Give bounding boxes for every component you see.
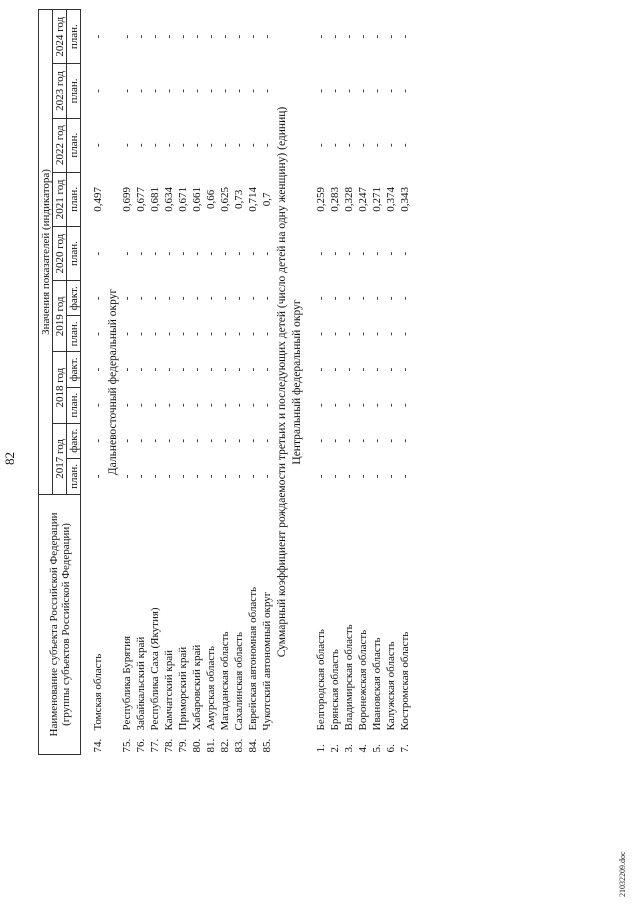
cell-dash: - (315, 438, 327, 443)
cell-dash: - (177, 143, 189, 147)
table-row (232, 10, 246, 755)
cell-dash: - (219, 143, 231, 147)
sub-header: план. (67, 172, 81, 226)
region-name: Ивановская область (371, 637, 383, 731)
row-number: 82. (219, 738, 231, 753)
region-name: Томская область (92, 653, 104, 731)
cell-dash: - (261, 296, 273, 301)
cell-dash: - (135, 89, 147, 93)
row-number: 4. (357, 744, 369, 753)
value-2020: 0,714 (247, 187, 259, 212)
row-number: 84. (247, 738, 259, 753)
cell-dash: - (261, 367, 273, 372)
cell-dash: - (343, 403, 355, 407)
row-number: 1. (315, 744, 327, 753)
cell-dash: - (163, 251, 175, 256)
table-row (162, 10, 176, 755)
cell-dash: - (261, 251, 273, 256)
table-row (218, 10, 232, 755)
page-number: 82 (2, 452, 17, 465)
cell-dash: - (399, 474, 411, 479)
cell-dash: - (343, 438, 355, 443)
cell-dash: - (149, 143, 161, 147)
row-number: 5. (371, 744, 383, 753)
cell-dash: - (247, 367, 259, 372)
cell-dash: - (135, 332, 147, 336)
cell-dash: - (247, 332, 259, 336)
cell-dash: - (233, 438, 245, 443)
cell-dash: - (247, 143, 259, 147)
cell-dash: - (357, 296, 369, 301)
sub-header: план. (67, 316, 81, 352)
cell-dash: - (371, 251, 383, 256)
region-name: Забайкальский край (135, 636, 147, 731)
cell-dash: - (149, 438, 161, 443)
cell-dash: - (357, 403, 369, 407)
cell-dash: - (385, 474, 397, 479)
cell-dash: - (191, 143, 203, 147)
region-name: Еврейская автономная область (247, 586, 259, 731)
cell-dash: - (205, 143, 217, 147)
cell-dash: - (261, 438, 273, 443)
cell-dash: - (92, 34, 104, 39)
cell-dash: - (92, 143, 104, 147)
cell-dash: - (371, 367, 383, 372)
cell-dash: - (163, 474, 175, 479)
cell-dash: - (233, 403, 245, 407)
year-header: 2017 год (53, 423, 67, 494)
region-name: Белгородская область (315, 629, 327, 731)
row-number: 76. (135, 738, 147, 753)
cell-dash: - (219, 403, 231, 407)
cell-dash: - (219, 367, 231, 372)
cell-dash: - (233, 332, 245, 336)
value-2020: 0,259 (315, 187, 327, 212)
cell-dash: - (399, 89, 411, 93)
cell-dash: - (247, 89, 259, 93)
cell-dash: - (261, 89, 273, 93)
table-row (314, 10, 328, 755)
cell-dash: - (399, 296, 411, 301)
indicator-table (38, 9, 412, 755)
value-2020: 0,671 (177, 187, 189, 212)
cell-dash: - (177, 367, 189, 372)
cell-dash: - (177, 438, 189, 443)
cell-dash: - (261, 332, 273, 336)
cell-dash: - (149, 332, 161, 336)
sub-header: план. (67, 387, 81, 423)
cell-dash: - (135, 438, 147, 443)
cell-dash: - (135, 143, 147, 147)
cell-dash: - (205, 332, 217, 336)
indicator-title: Суммарный коэффициент рождаемости третьих и последующих детей (число детей на одну женщину) (единиц) (275, 106, 288, 658)
cell-dash: - (219, 251, 231, 256)
cell-dash: - (357, 251, 369, 256)
value-2020: 0,66 (205, 189, 217, 209)
cell-dash: - (357, 332, 369, 336)
cell-dash: - (399, 143, 411, 147)
cell-dash: - (385, 296, 397, 301)
cell-dash: - (315, 332, 327, 336)
cell-dash: - (315, 367, 327, 372)
region-name: Приморский край (177, 646, 189, 731)
cell-dash: - (247, 438, 259, 443)
cell-dash: - (177, 251, 189, 256)
cell-dash: - (385, 367, 397, 372)
row-number: 79. (177, 738, 189, 753)
cell-dash: - (343, 89, 355, 93)
cell-dash: - (121, 367, 133, 372)
table-row (246, 10, 260, 755)
cell-dash: - (329, 296, 341, 301)
cell-dash: - (92, 403, 104, 407)
cell-dash: - (357, 367, 369, 372)
cell-dash: - (92, 296, 104, 301)
cell-dash: - (163, 438, 175, 443)
cell-dash: - (149, 296, 161, 301)
cell-dash: - (247, 251, 259, 256)
cell-dash: - (399, 34, 411, 39)
year-header: 2023 год (53, 64, 67, 118)
cell-dash: - (329, 438, 341, 443)
cell-dash: - (149, 34, 161, 39)
cell-dash: - (399, 332, 411, 336)
cell-dash: - (343, 34, 355, 39)
cell-dash: - (399, 251, 411, 256)
row-number: 83. (233, 738, 245, 753)
table-row (356, 10, 370, 755)
cell-dash: - (191, 438, 203, 443)
row-number: 7. (399, 744, 411, 753)
value-2020: 0,247 (357, 187, 369, 212)
region-name: Брянская область (329, 649, 341, 731)
row-number: 78. (163, 738, 175, 753)
cell-dash: - (191, 332, 203, 336)
cell-dash: - (357, 438, 369, 443)
region-name: Амурская область (205, 645, 217, 731)
cell-dash: - (329, 89, 341, 93)
region-name: Воронежская область (357, 629, 369, 731)
cell-dash: - (315, 143, 327, 147)
cell-dash: - (371, 89, 383, 93)
cell-dash: - (163, 332, 175, 336)
region-name: Республика Саха (Якутия) (149, 607, 161, 731)
sub-header: план. (67, 458, 81, 494)
cell-dash: - (329, 332, 341, 336)
cell-dash: - (205, 34, 217, 39)
cell-dash: - (371, 143, 383, 147)
cell-dash: - (163, 89, 175, 93)
row-number: 77. (149, 738, 161, 753)
sub-header: план. (67, 10, 81, 64)
cell-dash: - (92, 438, 104, 443)
table-row (398, 10, 412, 755)
cell-dash: - (121, 89, 133, 93)
cell-dash: - (315, 34, 327, 39)
cell-dash: - (177, 403, 189, 407)
cell-dash: - (121, 34, 133, 39)
cell-dash: - (343, 367, 355, 372)
cell-dash: - (205, 367, 217, 372)
cell-dash: - (233, 367, 245, 372)
table-row (148, 10, 162, 755)
cell-dash: - (371, 438, 383, 443)
cell-dash: - (371, 34, 383, 39)
cell-dash: - (357, 143, 369, 147)
year-header: 2019 год (53, 281, 67, 352)
cell-dash: - (191, 474, 203, 479)
value-2020: 0,271 (371, 187, 383, 212)
cell-dash: - (357, 474, 369, 479)
cell-dash: - (149, 89, 161, 93)
value-2020: 0,328 (343, 187, 355, 212)
cell-dash: - (233, 89, 245, 93)
row-number: 2. (329, 744, 341, 753)
cell-dash: - (219, 296, 231, 301)
sub-header: факт. (67, 423, 81, 458)
cell-dash: - (357, 34, 369, 39)
cell-dash: - (135, 296, 147, 301)
cell-dash: - (399, 403, 411, 407)
cell-dash: - (163, 143, 175, 147)
cell-dash: - (343, 296, 355, 301)
cell-dash: - (385, 251, 397, 256)
sub-header: факт. (67, 352, 81, 387)
region-name: Сахалинская область (233, 632, 245, 731)
cell-dash: - (121, 332, 133, 336)
row-number: 6. (385, 744, 397, 753)
region-name: Магаданская область (219, 631, 231, 731)
region-name: Владимирская область (343, 624, 355, 731)
cell-dash: - (399, 367, 411, 372)
cell-dash: - (261, 474, 273, 479)
cell-dash: - (135, 367, 147, 372)
cell-dash: - (315, 251, 327, 256)
sub-header: план. (67, 226, 81, 280)
value-2020: 0,661 (191, 187, 203, 212)
year-header: 2020 год (53, 226, 67, 280)
cell-dash: - (261, 143, 273, 147)
cell-dash: - (247, 34, 259, 39)
cell-dash: - (121, 438, 133, 443)
cell-dash: - (135, 34, 147, 39)
table-row (328, 10, 342, 755)
cell-dash: - (191, 34, 203, 39)
cell-dash: - (177, 34, 189, 39)
row-number: 75. (121, 738, 133, 753)
cell-dash: - (385, 143, 397, 147)
cell-dash: - (357, 89, 369, 93)
section-central: Центральный федеральный округ (290, 299, 303, 465)
value-2020: 0,677 (135, 187, 147, 212)
value-2020: 0,283 (329, 187, 341, 212)
table-row (176, 10, 190, 755)
year-header: 2022 год (53, 118, 67, 172)
cell-dash: - (315, 89, 327, 93)
cell-dash: - (315, 474, 327, 479)
region-name: Хабаровский край (191, 644, 203, 731)
cell-dash: - (92, 367, 104, 372)
table-row (134, 10, 148, 755)
value-2020: 0,699 (121, 187, 133, 212)
value-2020: 0,374 (385, 187, 397, 212)
cell-dash: - (121, 403, 133, 407)
year-header: 2018 год (53, 352, 67, 423)
cell-dash: - (371, 403, 383, 407)
cell-dash: - (135, 474, 147, 479)
cell-dash: - (219, 89, 231, 93)
region-name: Костромская область (399, 631, 411, 731)
cell-dash: - (329, 143, 341, 147)
cell-dash: - (385, 89, 397, 93)
cell-dash: - (329, 403, 341, 407)
cell-dash: - (191, 403, 203, 407)
cell-dash: - (135, 403, 147, 407)
cell-dash: - (385, 438, 397, 443)
table-row (370, 10, 384, 755)
cell-dash: - (219, 332, 231, 336)
cell-dash: - (205, 474, 217, 479)
cell-dash: - (371, 332, 383, 336)
cell-dash: - (247, 403, 259, 407)
footer-filename: 21032209.doc (618, 851, 627, 897)
cell-dash: - (329, 34, 341, 39)
table-row (91, 10, 105, 755)
cell-dash: - (385, 403, 397, 407)
sub-header: план. (67, 64, 81, 118)
cell-dash: - (177, 332, 189, 336)
cell-dash: - (233, 34, 245, 39)
cell-dash: - (191, 251, 203, 256)
cell-dash: - (177, 296, 189, 301)
cell-dash: - (92, 89, 104, 93)
value-2020: 0,73 (233, 189, 245, 209)
cell-dash: - (121, 474, 133, 479)
cell-dash: - (191, 367, 203, 372)
value-2020: 0,625 (219, 187, 231, 212)
cell-dash: - (261, 34, 273, 39)
region-name: Республика Бурятия (121, 635, 133, 731)
cell-dash: - (343, 143, 355, 147)
row-number: 3. (343, 744, 355, 753)
cell-dash: - (385, 34, 397, 39)
year-header: 2024 год (53, 10, 67, 64)
cell-dash: - (233, 296, 245, 301)
cell-dash: - (247, 296, 259, 301)
cell-dash: - (329, 474, 341, 479)
cell-dash: - (219, 474, 231, 479)
cell-dash: - (191, 89, 203, 93)
cell-dash: - (163, 403, 175, 407)
year-header: 2021 год (53, 172, 67, 226)
region-name: Чукотский автономный округ (261, 591, 273, 731)
cell-dash: - (205, 296, 217, 301)
cell-dash: - (149, 251, 161, 256)
cell-dash: - (205, 89, 217, 93)
region-name: Камчатский край (163, 650, 175, 731)
sub-header: план. (67, 118, 81, 172)
table-row (342, 10, 356, 755)
value-2020: 0,497 (92, 187, 104, 212)
cell-dash: - (191, 296, 203, 301)
col-header-group: Значения показателей (индикатора) (39, 10, 53, 495)
row-number: 80. (191, 738, 203, 753)
cell-dash: - (92, 474, 104, 479)
cell-dash: - (205, 403, 217, 407)
cell-dash: - (163, 367, 175, 372)
cell-dash: - (371, 296, 383, 301)
cell-dash: - (219, 438, 231, 443)
value-2020: 0,681 (149, 187, 161, 212)
row-number: 81. (205, 738, 217, 753)
cell-dash: - (261, 403, 273, 407)
cell-dash: - (329, 251, 341, 256)
row-number: 85. (261, 738, 273, 753)
cell-dash: - (149, 474, 161, 479)
cell-dash: - (233, 143, 245, 147)
cell-dash: - (205, 438, 217, 443)
cell-dash: - (329, 367, 341, 372)
cell-dash: - (315, 296, 327, 301)
cell-dash: - (315, 403, 327, 407)
cell-dash: - (233, 474, 245, 479)
cell-dash: - (385, 332, 397, 336)
cell-dash: - (177, 89, 189, 93)
table-row (384, 10, 398, 755)
sub-header: факт. (67, 281, 81, 316)
cell-dash: - (121, 296, 133, 301)
region-name: Калужская область (385, 641, 397, 731)
value-2020: 0,343 (399, 187, 411, 212)
section-far-east: Дальневосточный федеральный округ (106, 288, 119, 476)
cell-dash: - (135, 251, 147, 256)
table-row (260, 10, 274, 755)
value-2020: 0,7 (261, 192, 273, 207)
cell-dash: - (149, 403, 161, 407)
cell-dash: - (92, 332, 104, 336)
cell-dash: - (149, 367, 161, 372)
cell-dash: - (163, 34, 175, 39)
cell-dash: - (233, 251, 245, 256)
col-header-name: Наименование субъекта Российской Федерации (группы субъектов Российской Федерации) (39, 495, 81, 755)
cell-dash: - (92, 251, 104, 256)
cell-dash: - (247, 474, 259, 479)
cell-dash: - (163, 296, 175, 301)
cell-dash: - (121, 143, 133, 147)
row-number: 74. (92, 738, 104, 753)
cell-dash: - (219, 34, 231, 39)
cell-dash: - (399, 438, 411, 443)
cell-dash: - (343, 332, 355, 336)
cell-dash: - (343, 251, 355, 256)
cell-dash: - (343, 474, 355, 479)
table-row (120, 10, 134, 755)
cell-dash: - (205, 251, 217, 256)
cell-dash: - (121, 251, 133, 256)
table-row (190, 10, 204, 755)
table-row (204, 10, 218, 755)
cell-dash: - (371, 474, 383, 479)
value-2020: 0,634 (163, 187, 175, 212)
cell-dash: - (177, 474, 189, 479)
